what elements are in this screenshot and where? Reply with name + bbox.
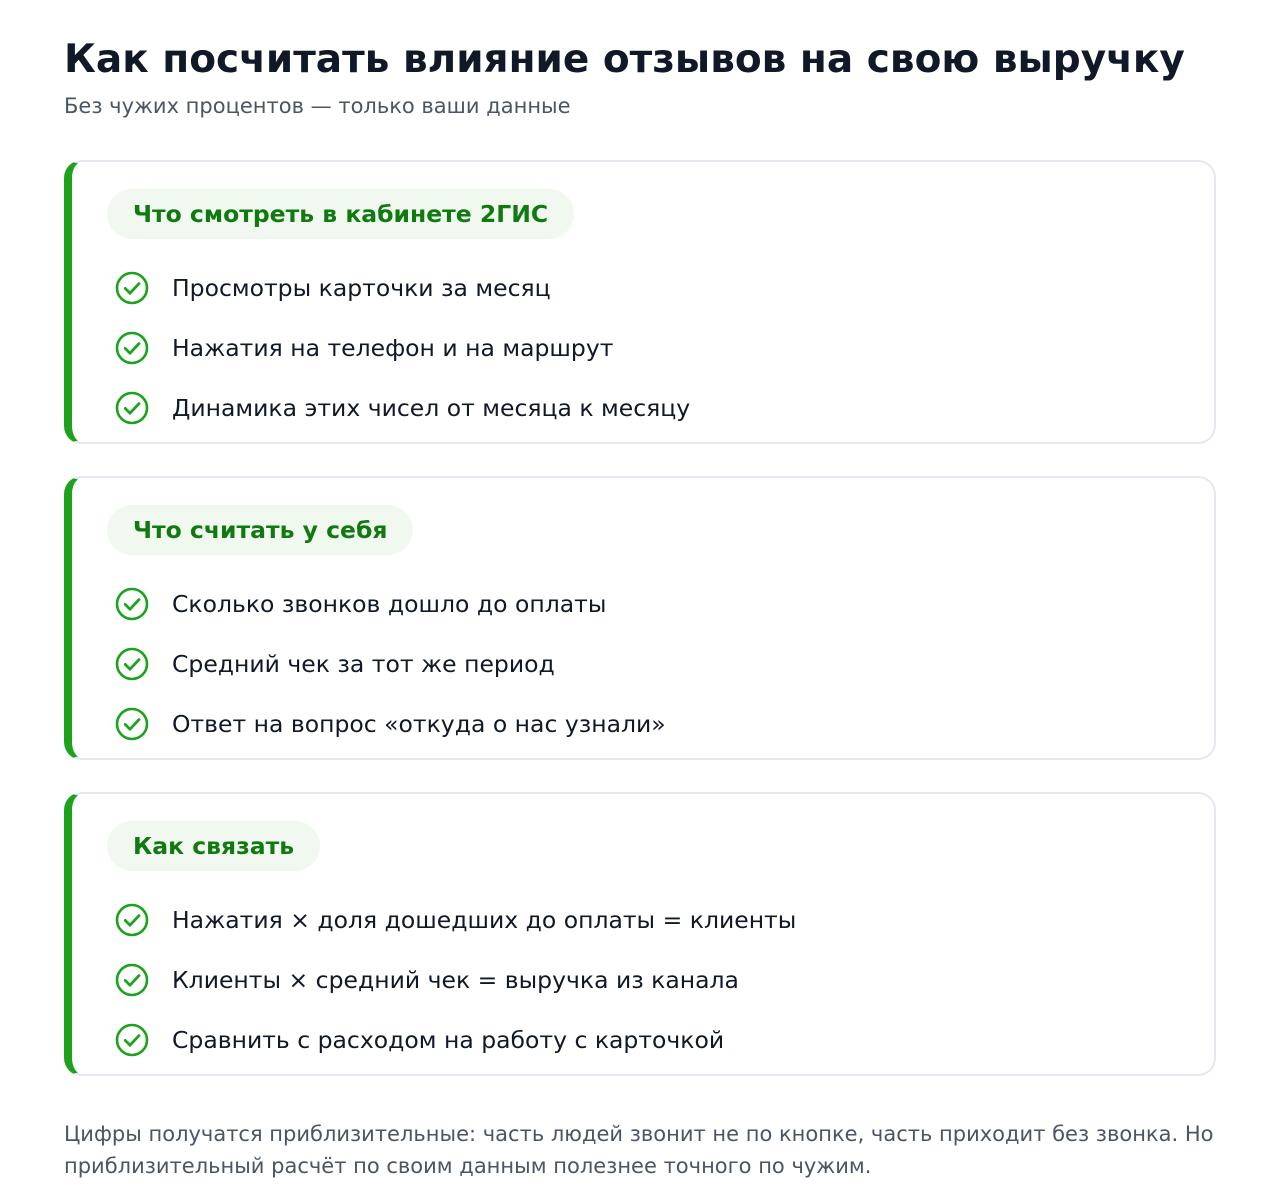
list-item <box>115 634 666 694</box>
check-circle-icon <box>115 391 149 425</box>
list-item-text: Сравнить с расходом на работу с карточкой <box>172 1026 725 1054</box>
list-item-text: Клиенты × средний чек = выручка из канала <box>172 966 739 994</box>
check-circle-icon <box>115 587 149 621</box>
list-item <box>115 1010 796 1070</box>
list-item-text: Сколько звонков дошло до оплаты <box>172 590 607 618</box>
checklist <box>115 890 796 1070</box>
section-card-own-data <box>64 476 1216 760</box>
list-item-text: Ответ на вопрос «откуда о нас узнали» <box>172 710 666 738</box>
list-item <box>115 950 796 1010</box>
list-item-text: Динамика этих чисел от месяца к месяцу <box>172 394 691 422</box>
checklist <box>115 258 690 438</box>
check-circle-icon <box>115 331 149 365</box>
section-card-link <box>64 792 1216 1076</box>
list-item <box>115 258 690 318</box>
list-item-text: Нажатия на телефон и на маршрут <box>172 334 614 362</box>
check-circle-icon <box>115 963 149 997</box>
section-heading-badge: Что считать у себя <box>107 505 413 555</box>
list-item-text: Нажатия × доля дошедших до оплаты = клиенты <box>172 906 797 934</box>
list-item <box>115 890 796 950</box>
check-circle-icon <box>115 903 149 937</box>
list-item <box>115 694 666 754</box>
checklist <box>115 574 666 754</box>
list-item <box>115 378 690 438</box>
list-item-text: Средний чек за тот же период <box>172 650 555 678</box>
page-title: Как посчитать влияние отзывов на свою выручку <box>64 37 1185 82</box>
list-item <box>115 318 690 378</box>
check-circle-icon <box>115 1023 149 1057</box>
page-subtitle: Без чужих процентов — только ваши данные <box>64 94 571 118</box>
section-heading-badge: Что смотреть в кабинете 2ГИС <box>107 189 574 239</box>
check-circle-icon <box>115 707 149 741</box>
section-card-cabinet <box>64 160 1216 444</box>
list-item-text: Просмотры карточки за месяц <box>172 274 551 302</box>
footnote: Цифры получатся приблизительные: часть людей звонит не по кнопке, часть приходит без звонка. Но приблизительный расчёт по своим данным полезнее точного по чужим. <box>64 1122 1214 1178</box>
section-heading-badge: Как связать <box>107 821 320 871</box>
list-item <box>115 574 666 634</box>
check-circle-icon <box>115 647 149 681</box>
check-circle-icon <box>115 271 149 305</box>
